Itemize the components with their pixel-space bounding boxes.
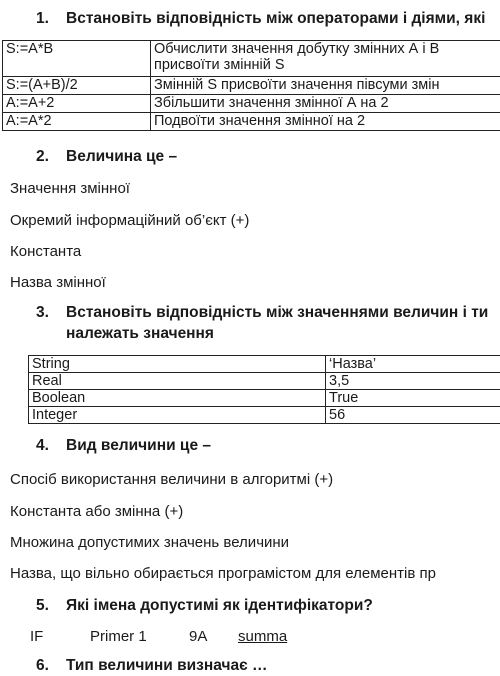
operator-cell: S:=A*B: [3, 41, 151, 77]
question-6-text: Тип величини визначає …: [66, 657, 268, 674]
table-row: [3, 95, 500, 113]
question-6-number: 6.: [36, 657, 49, 674]
question-2-option: Назва змінної: [10, 274, 106, 291]
question-1-heading: [36, 10, 485, 28]
operator-cell: S:=(A+B)/2: [3, 77, 151, 95]
question-1-text: Встановіть відповідність між операторами і діями, які: [66, 10, 486, 27]
identifier-option: IF: [30, 628, 44, 645]
action-cell: [151, 41, 500, 77]
question-3-text: Встановіть відповідність між значеннями величин і ти: [66, 304, 489, 321]
question-4-option: Спосіб використання величини в алгоритмі (+): [10, 471, 334, 488]
question-2-heading: [36, 148, 177, 166]
question-4-option: Константа або змінна (+): [10, 503, 184, 520]
table-row: [3, 41, 500, 77]
table-row: [29, 373, 500, 390]
question-5-text: Які імена допустимі як ідентифікатори?: [66, 597, 373, 614]
question-2-option: Окремий інформаційний об’єкт (+): [10, 212, 250, 229]
action-cell: Збільшити значення змінної А на 2: [151, 95, 500, 113]
action-line: присвоїти змінній S: [154, 57, 285, 73]
question-3-heading: [36, 304, 488, 322]
question-2-text: Величина це –: [66, 148, 178, 165]
question-3-table: [28, 355, 500, 424]
value-cell: ‘Назва’: [326, 356, 500, 373]
action-cell: Подвоїти значення змінної на 2: [151, 113, 500, 131]
question-3-number: 3.: [36, 304, 49, 321]
table-row: [3, 77, 500, 95]
question-6-heading: [36, 657, 267, 675]
question-2-option: Значення змінної: [10, 180, 130, 197]
table-row: [29, 356, 500, 373]
question-3-text-continued: належать значення: [66, 325, 214, 342]
value-cell: True: [326, 390, 500, 407]
operator-cell: A:=A+2: [3, 95, 151, 113]
question-1-table: [2, 40, 500, 131]
question-4-text: Вид величини це –: [66, 437, 211, 454]
table-row: [29, 407, 500, 424]
question-2-option: Константа: [10, 243, 82, 260]
identifier-option: 9A: [189, 628, 208, 645]
question-4-heading: [36, 437, 211, 455]
type-cell: Real: [29, 373, 326, 390]
question-4-number: 4.: [36, 437, 49, 454]
question-4-option: Назва, що вільно обирається програмістом для елементів пр: [10, 565, 436, 582]
table-row: [29, 390, 500, 407]
type-cell: String: [29, 356, 326, 373]
question-5-number: 5.: [36, 597, 49, 614]
type-cell: Boolean: [29, 390, 326, 407]
identifier-option-underlined: summa: [238, 628, 288, 645]
question-2-number: 2.: [36, 148, 49, 165]
question-5-heading: [36, 597, 373, 615]
question-4-option: Множина допустимих значень величини: [10, 534, 290, 551]
type-cell: Integer: [29, 407, 326, 424]
action-line: Обчислити значення добутку змінних А і В: [154, 41, 440, 57]
table-row: [3, 113, 500, 131]
value-cell: 3,5: [326, 373, 500, 390]
operator-cell: A:=A*2: [3, 113, 151, 131]
identifier-option: Primer 1: [90, 628, 147, 645]
question-1-number: 1.: [36, 10, 49, 27]
action-cell: Змінній S присвоїти значення півсуми змін: [151, 77, 500, 95]
value-cell: 56: [326, 407, 500, 424]
